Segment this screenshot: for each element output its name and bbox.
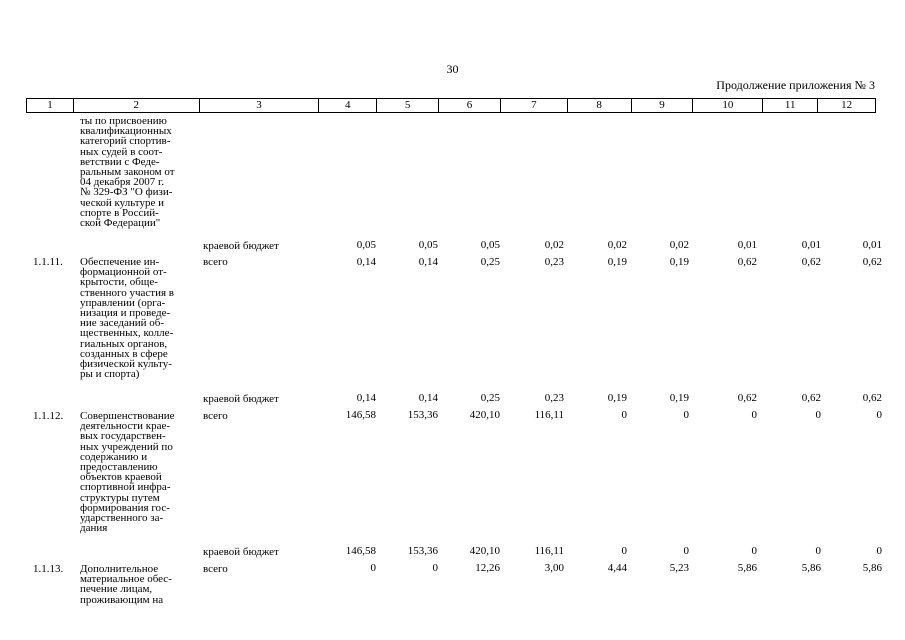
header-cell-6: 6 <box>439 99 501 112</box>
header-cell-11: 11 <box>763 99 818 112</box>
row-label: всего <box>203 410 228 422</box>
table-cell: 0 <box>876 545 882 557</box>
header-cell-5: 5 <box>377 99 439 112</box>
table-cell: 0,62 <box>862 256 882 268</box>
table-cell: 0 <box>751 545 757 557</box>
table-cell: 420,10 <box>469 409 500 421</box>
table-cell: 0,01 <box>862 239 882 251</box>
table-cell: 0,62 <box>862 392 882 404</box>
table-cell: 0,02 <box>669 239 689 251</box>
appendix-title: Продолжение приложения № 3 <box>716 78 875 92</box>
header-cell-8: 8 <box>568 99 632 112</box>
page-number: 30 <box>446 62 459 76</box>
item-name-continued: ты по присвоению квалификационных категорий спортив- ных судей в соот- ветствии с Феде- ральным законом от 04 декабря 2007 г. № 329-ФЗ "О физи- ческой культуре и спорте в Россий- ской Федерации" <box>80 115 175 230</box>
table-cell: 116,11 <box>534 409 564 421</box>
row-label: всего <box>203 563 228 575</box>
table-cell: 153,36 <box>407 409 438 421</box>
table-cell: 0,19 <box>669 256 689 268</box>
table-cell: 5,86 <box>801 562 821 574</box>
table-cell: 146,58 <box>345 545 376 557</box>
item-code: 1.1.11. <box>33 256 63 268</box>
table-cell: 5,86 <box>737 562 757 574</box>
item-name: Совершенствование деятельности крае- вых государствен- ных учреждений по содержанию и предоставлению объектов краевой спортивной инфра- структуры путем формирования гос- ударственного за- дания <box>80 410 175 535</box>
table-cell: 3,00 <box>544 562 564 574</box>
table-cell: 0,19 <box>669 392 689 404</box>
table-cell: 0 <box>683 409 689 421</box>
table-cell: 0 <box>621 409 627 421</box>
table-cell: 0,02 <box>544 239 564 251</box>
table-cell: 12,26 <box>475 562 500 574</box>
row-label: краевой бюджет <box>203 546 279 558</box>
header-cell-12: 12 <box>841 99 853 111</box>
table-cell: 146,58 <box>345 409 376 421</box>
table-cell: 0,62 <box>737 392 757 404</box>
table-cell: 116,11 <box>534 545 564 557</box>
row-label: краевой бюджет <box>203 240 279 252</box>
table-cell: 0,14 <box>356 392 376 404</box>
table-cell: 153,36 <box>407 545 438 557</box>
table-cell: 0,14 <box>418 256 438 268</box>
table-cell: 0,62 <box>801 256 821 268</box>
table-cell: 0,05 <box>418 239 438 251</box>
table-cell: 0 <box>683 545 689 557</box>
table-cell: 0 <box>815 545 821 557</box>
table-cell: 0,25 <box>480 392 500 404</box>
table-cell: 0,01 <box>801 239 821 251</box>
table-cell: 0 <box>621 545 627 557</box>
table-cell: 0,14 <box>418 392 438 404</box>
table-cell: 5,86 <box>862 562 882 574</box>
header-cell-1: 1 <box>27 99 74 112</box>
item-code: 1.1.12. <box>33 410 64 422</box>
table-cell: 5,23 <box>669 562 689 574</box>
item-name: Дополнительное материальное обес- печение лицам, проживающим на <box>80 563 172 606</box>
table-cell: 0 <box>876 409 882 421</box>
table-cell: 4,44 <box>607 562 627 574</box>
table-cell: 0,01 <box>737 239 757 251</box>
table-cell: 0,14 <box>356 256 376 268</box>
table-cell: 0 <box>370 562 376 574</box>
table-cell: 0 <box>432 562 438 574</box>
header-cell-2: 2 <box>74 99 200 112</box>
header-cell-4: 4 <box>319 99 377 112</box>
header-cell-3: 3 <box>200 99 320 112</box>
row-label: краевой бюджет <box>203 393 279 405</box>
table-header-row <box>26 98 876 113</box>
row-label: всего <box>203 256 228 268</box>
table-cell: 0,25 <box>480 256 500 268</box>
table-cell: 0,19 <box>607 256 627 268</box>
table-cell: 0,19 <box>607 392 627 404</box>
table-cell: 0,05 <box>356 239 376 251</box>
table-cell: 0,62 <box>801 392 821 404</box>
table-cell: 0,23 <box>544 256 564 268</box>
table-cell: 0,05 <box>480 239 500 251</box>
header-cell-9: 9 <box>632 99 694 112</box>
table-cell: 0,02 <box>607 239 627 251</box>
table-cell: 0 <box>815 409 821 421</box>
item-name: Обеспечение ин- формационной от- крытости, обще- ственного участия в управлении (орга- низация и проведе- ние заседаний об- щественных, колле- гиальных органов, созданных в сфере физической культу- ры и спорта) <box>80 256 174 381</box>
table-cell: 0,62 <box>737 256 757 268</box>
header-cell-10: 10 <box>693 99 763 112</box>
table-cell: 0,23 <box>544 392 564 404</box>
item-code: 1.1.13. <box>33 563 64 575</box>
header-cell-7: 7 <box>501 99 568 112</box>
table-cell: 0 <box>751 409 757 421</box>
table-cell: 420,10 <box>469 545 500 557</box>
